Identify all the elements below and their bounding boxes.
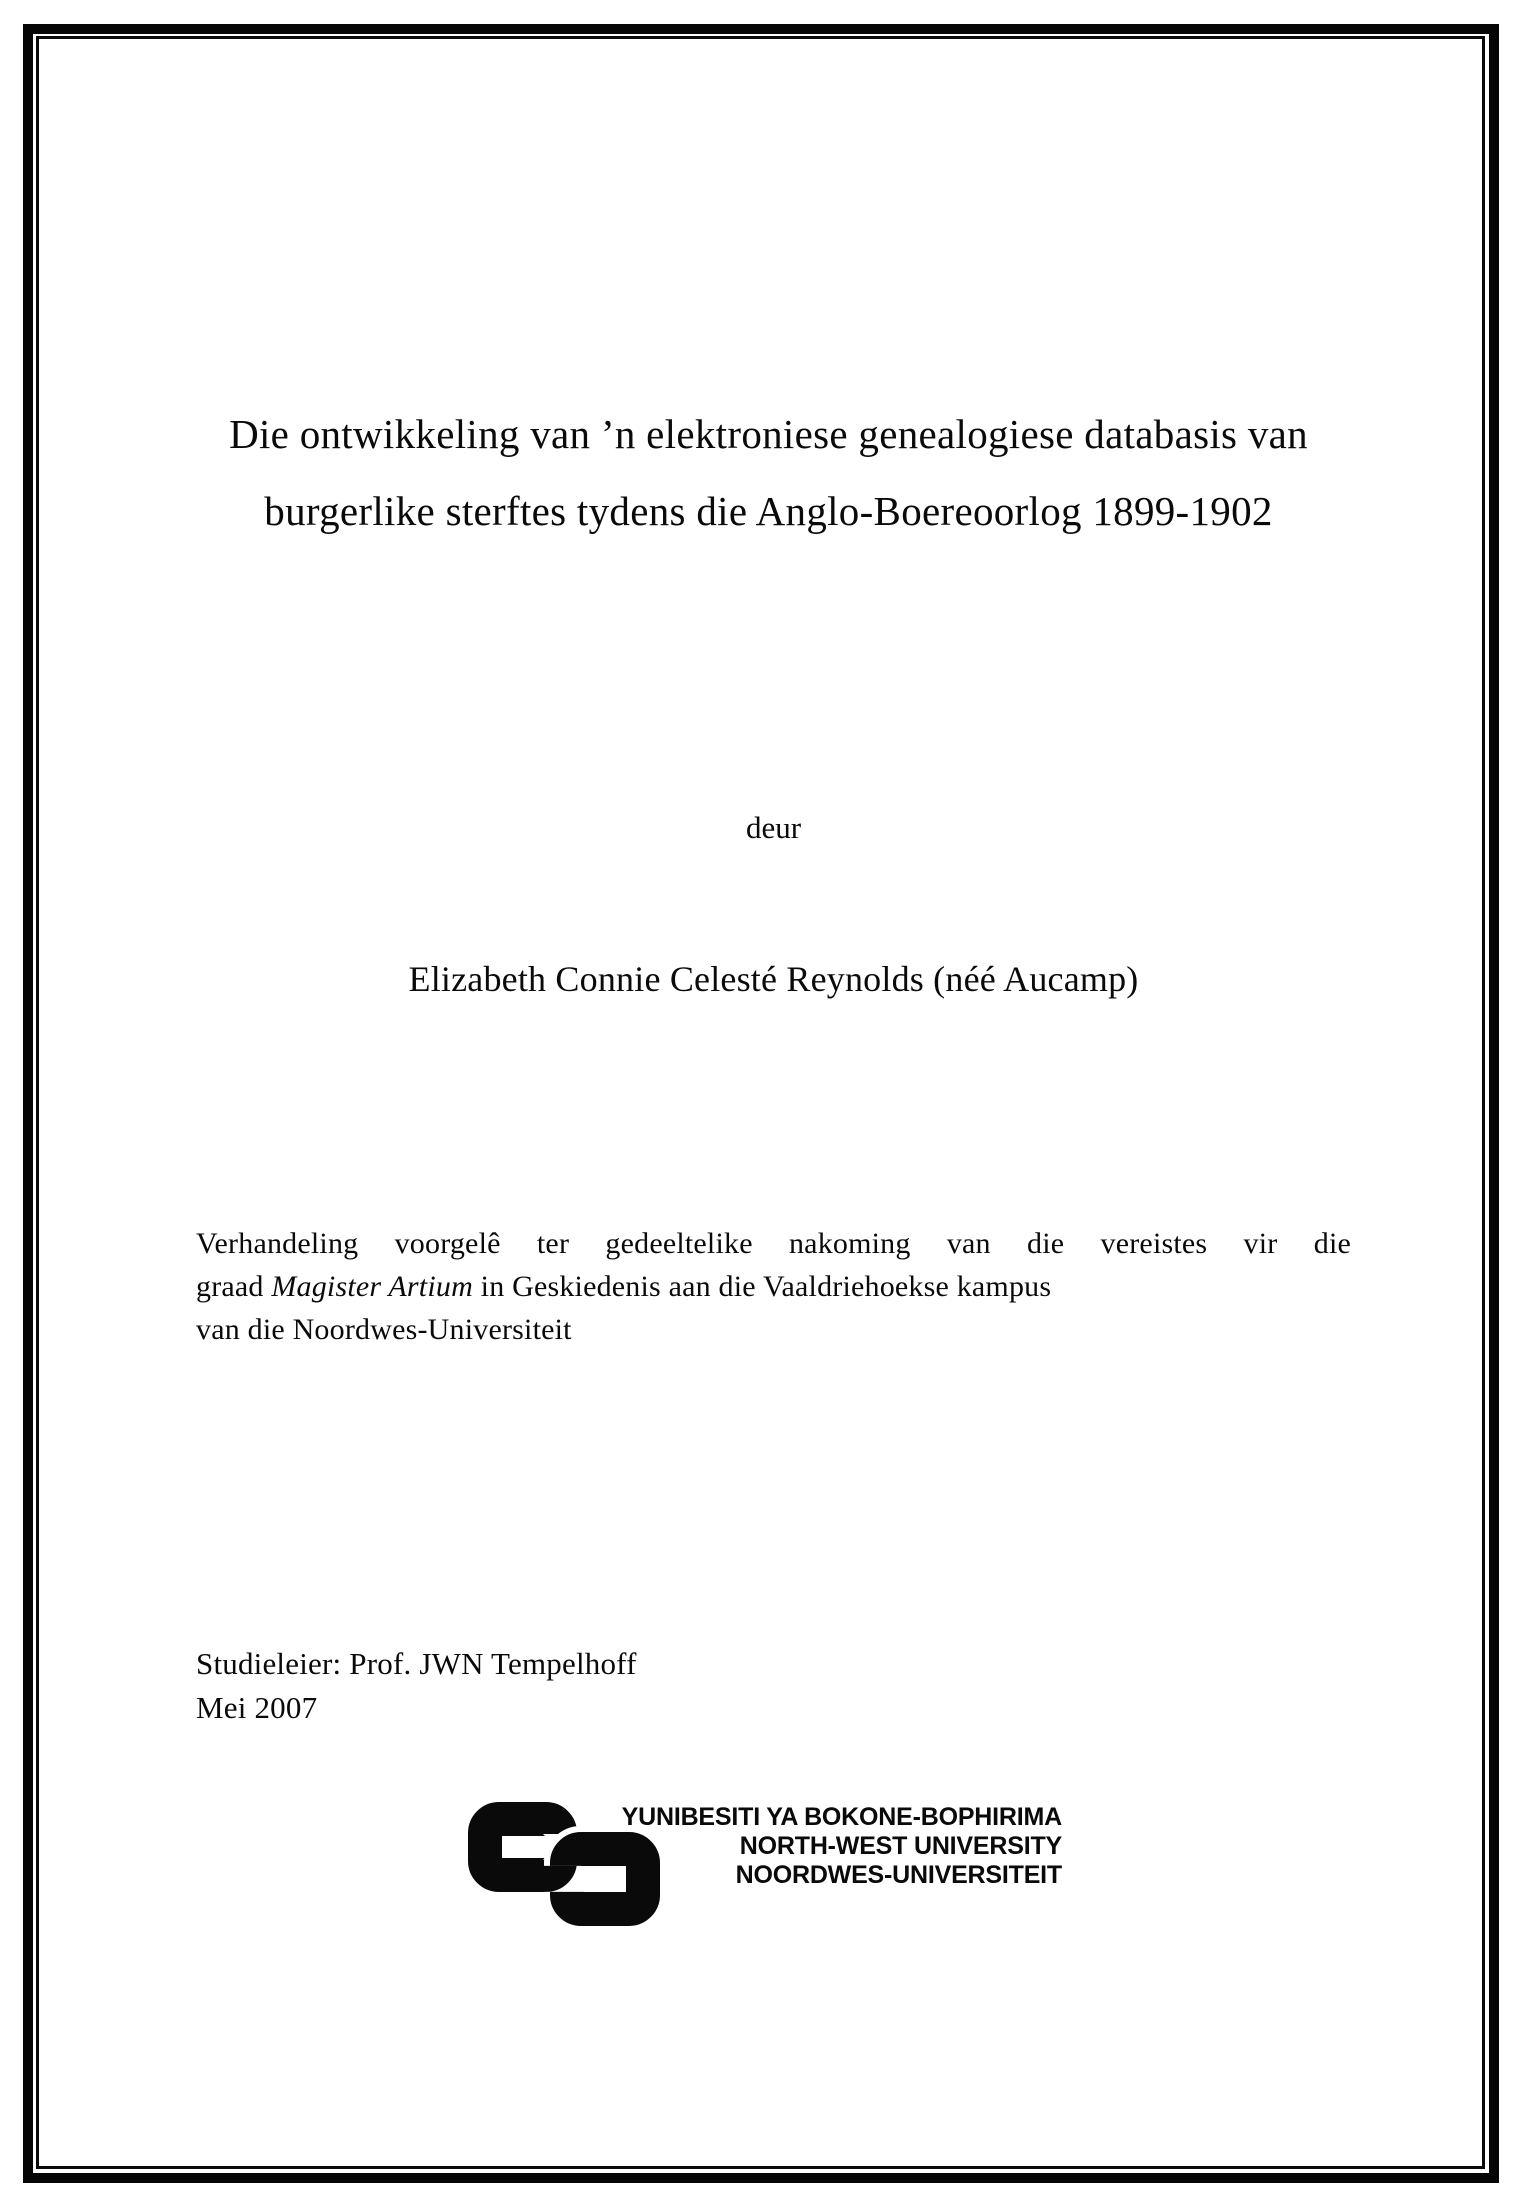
degree-statement bbox=[196, 1222, 1351, 1351]
nwu-name-setswana: YUNIBESITI YA BOKONE-BOPHIRIMA bbox=[621, 1803, 1062, 1831]
degree-name-italic: Magister Artium bbox=[271, 1270, 473, 1303]
degree-statement-line2 bbox=[196, 1265, 1351, 1308]
degree-statement-line1: Verhandeling voorgelê ter gedeeltelike nakoming van die vereistes vir die bbox=[196, 1227, 1351, 1260]
thesis-title-line1: Die ontwikkeling van ’n elektroniese genealogiese databasis van bbox=[229, 411, 1308, 457]
supervisor-line: Studieleier: Prof. JWN Tempelhoff bbox=[196, 1646, 637, 1681]
author-name: Elizabeth Connie Celesté Reynolds (néé Aucamp) bbox=[408, 959, 1139, 999]
supervisor-block bbox=[196, 1642, 637, 1730]
degree-statement-line3: van die Noordwes-Universiteit bbox=[196, 1313, 572, 1346]
date-line: Mei 2007 bbox=[196, 1690, 318, 1725]
nwu-name-afrikaans: NOORDWES-UNIVERSITEIT bbox=[735, 1861, 1062, 1889]
thesis-title bbox=[110, 396, 1427, 550]
degree-statement-line2-post: in Geskiedenis aan die Vaaldriehoekse kampus bbox=[472, 1270, 1052, 1303]
degree-statement-line2-pre: graad bbox=[196, 1270, 272, 1303]
nwu-name-english: NORTH-WEST UNIVERSITY bbox=[739, 1832, 1062, 1860]
byline-label: deur bbox=[745, 810, 802, 845]
thesis-title-line2: burgerlike sterftes tydens die Anglo-Boereoorlog 1899-1902 bbox=[264, 488, 1273, 534]
nwu-logo-wordmark bbox=[560, 1803, 1062, 1890]
